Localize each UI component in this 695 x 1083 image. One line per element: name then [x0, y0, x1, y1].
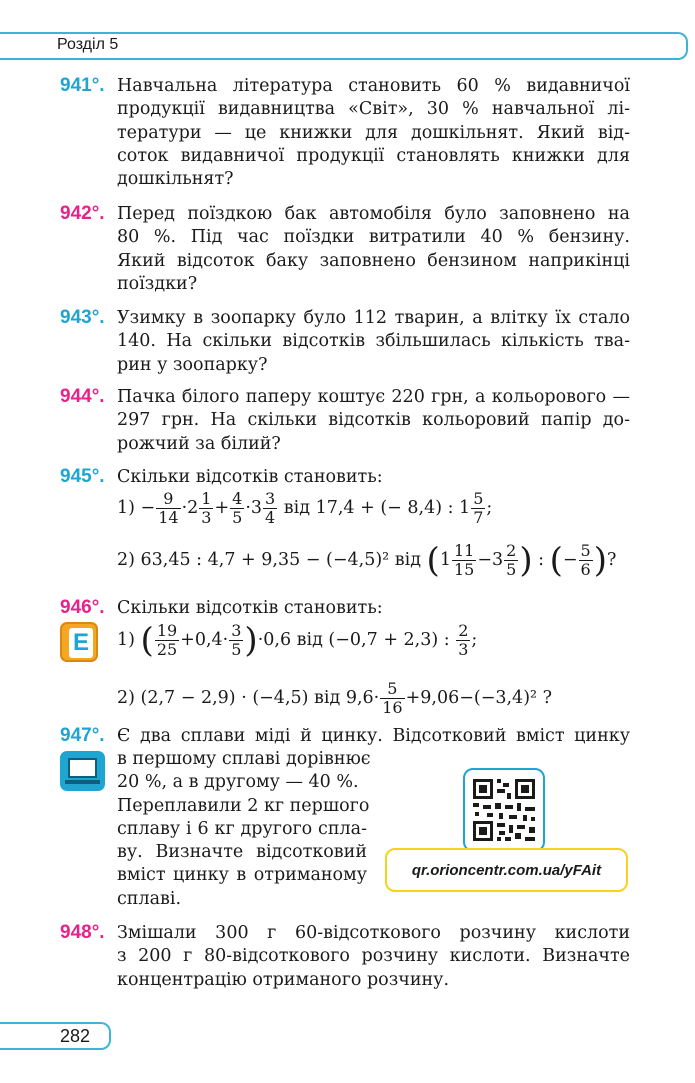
fraction: $\frac{3}{5}$	[231, 621, 242, 659]
item-label: 1)	[117, 630, 135, 650]
math-text: :	[532, 550, 550, 570]
fraction: $\frac{9}{14}$	[158, 489, 179, 527]
math-text: 1	[439, 550, 451, 570]
section-title: Розділ 5	[57, 36, 119, 53]
qr-code[interactable]	[463, 768, 545, 852]
text-line: Навчальна література становить 60 % видавничої	[117, 76, 630, 96]
text-line: поїздки?	[117, 273, 198, 294]
text-line: рожчий за білий?	[117, 433, 281, 454]
expression-945-1	[117, 490, 492, 527]
text-line: Пачка білого паперу коштує 220 грн, а кольорового —	[117, 387, 630, 407]
text-line: 80 %. Під час поїздки витратили 40 % бензину.	[117, 227, 630, 248]
math-text: ;	[486, 498, 493, 518]
task-number: 944°.	[60, 386, 105, 407]
text-line: ву. Визначте відсотковий	[117, 842, 367, 863]
text-line: з 200 г 80-відсоткового розчину кислоти. Визначте	[117, 946, 630, 967]
task-text	[117, 922, 630, 992]
task-intro	[117, 597, 630, 620]
text-line: продукції видавництва «Світ», 30 % навчальної лі-	[117, 99, 630, 120]
fraction: $\frac{4}{5}$	[232, 489, 243, 527]
task-intro	[117, 466, 630, 489]
text-line: рин у зоопарку?	[117, 354, 268, 375]
qr-code-icon	[465, 770, 543, 850]
fraction: $\frac{2}{5}$	[506, 541, 517, 579]
task-number: 948°.	[60, 922, 105, 943]
page-number: 282	[60, 1026, 91, 1046]
task-text	[117, 75, 630, 191]
item-label: 2) (2,7 − 2,9) · (−4,5) від 9,6·	[117, 688, 380, 708]
qr-link-box[interactable]	[385, 848, 628, 892]
task-number: 945°.	[60, 466, 105, 487]
math-text: ·2	[181, 498, 199, 518]
task-text	[117, 725, 630, 748]
expression-945-2: 2) 63,45 : 4,7 + 9,35 − (−4,5)² від (1 $\frac{11}{15}$ −3 $\frac{2}{5}$ ) : (− $\frac{5}{6}$ )?	[117, 540, 617, 581]
task-number: 946°.	[60, 597, 105, 618]
math-text: +9,06−(−3,4)² ?	[405, 688, 552, 708]
math-text: ·3	[245, 498, 263, 518]
text-line: вміст цинку в отриманому	[117, 865, 367, 886]
fraction: $\frac{1}{3}$	[201, 489, 212, 527]
fraction: $\frac{5}{16}$	[382, 679, 403, 717]
fraction: $\frac{5}{6}$	[580, 541, 591, 579]
task-number: 941°.	[60, 75, 105, 96]
fraction: $\frac{3}{4}$	[265, 489, 276, 527]
task-number: 947°.	[60, 725, 105, 746]
extra-level-icon	[60, 622, 98, 662]
task-text	[117, 386, 630, 456]
math-text: ?	[607, 550, 617, 570]
math-text: −	[562, 550, 578, 570]
text-line: Змішали 300 г 60-відсоткового розчину кислоти	[117, 923, 630, 943]
math-text: ;	[471, 630, 478, 650]
math-text: −	[140, 498, 156, 518]
text-line: тератури — це книжки для дошкільнят. Який від-	[117, 122, 630, 143]
text-line: концентрацію отриманого розчину.	[117, 969, 450, 990]
math-text: від 17,4 + (− 8,4) : 1	[278, 498, 471, 518]
badge-letter: E	[69, 628, 93, 658]
math-text: +	[214, 498, 230, 518]
item-label: 1)	[117, 498, 135, 518]
text-line: 297 грн. На скільки відсотків кольоровий папір до-	[117, 410, 630, 431]
qr-link[interactable]: qr.orioncentr.com.ua/yFAit	[411, 862, 602, 879]
expression-946-2	[117, 680, 552, 717]
task-text	[117, 307, 630, 377]
task-text	[117, 203, 630, 296]
fraction: $\frac{2}{3}$	[458, 621, 469, 659]
page-number-box	[0, 1022, 111, 1050]
text-line: Який відсоток баку заповнено бензином наприкінці	[117, 250, 630, 271]
task-number: 942°.	[60, 203, 105, 224]
text-line: сплаву і 6 кг другого спла-	[117, 818, 367, 839]
text-line: 20 %, а в другому — 40 %.	[117, 772, 359, 793]
math-text: +0,4·	[180, 630, 229, 650]
text-line: Переплавили 2 кг першого	[117, 795, 370, 816]
math-text: ·0,6 від (−0,7 + 2,3) :	[257, 630, 456, 650]
text-line: Скільки відсотків становить:	[117, 598, 383, 618]
task-number: 943°.	[60, 307, 105, 328]
fraction: $\frac{19}{25}$	[156, 621, 178, 659]
text-line: Є два сплави міді й цинку. Відсотковий вміст цинку	[117, 726, 630, 746]
text-line: Перед поїздкою бак автомобіля було заповнено на	[117, 204, 630, 224]
expression-946-1: 1) ( $\frac{19}{25}$ +0,4· $\frac{3}{5}$ )·0,6 від (−0,7 + 2,3) : $\frac{2}{3}$ ;	[117, 620, 478, 661]
item-label: 2) 63,45 : 4,7 + 9,35 − (−4,5)² від	[117, 550, 421, 570]
text-line: Скільки відсотків становить:	[117, 467, 383, 487]
text-line: Узимку в зоопарку було 112 тварин, а влітку їх стало	[117, 308, 630, 328]
task-text-narrow	[117, 748, 371, 911]
computer-icon	[60, 751, 105, 791]
text-line: дошкільнят?	[117, 169, 234, 190]
math-text: −3	[477, 550, 504, 570]
fraction: $\frac{5}{7}$	[473, 489, 484, 527]
fraction: $\frac{11}{15}$	[453, 541, 475, 579]
text-line: сплаві.	[117, 888, 182, 909]
text-line: соток видавничої продукції становлять книжки для	[117, 145, 630, 166]
text-line: 140. На скільки відсотків збільшилась кількість тва-	[117, 331, 630, 352]
text-line: в першому сплаві дорівнює	[117, 749, 371, 769]
